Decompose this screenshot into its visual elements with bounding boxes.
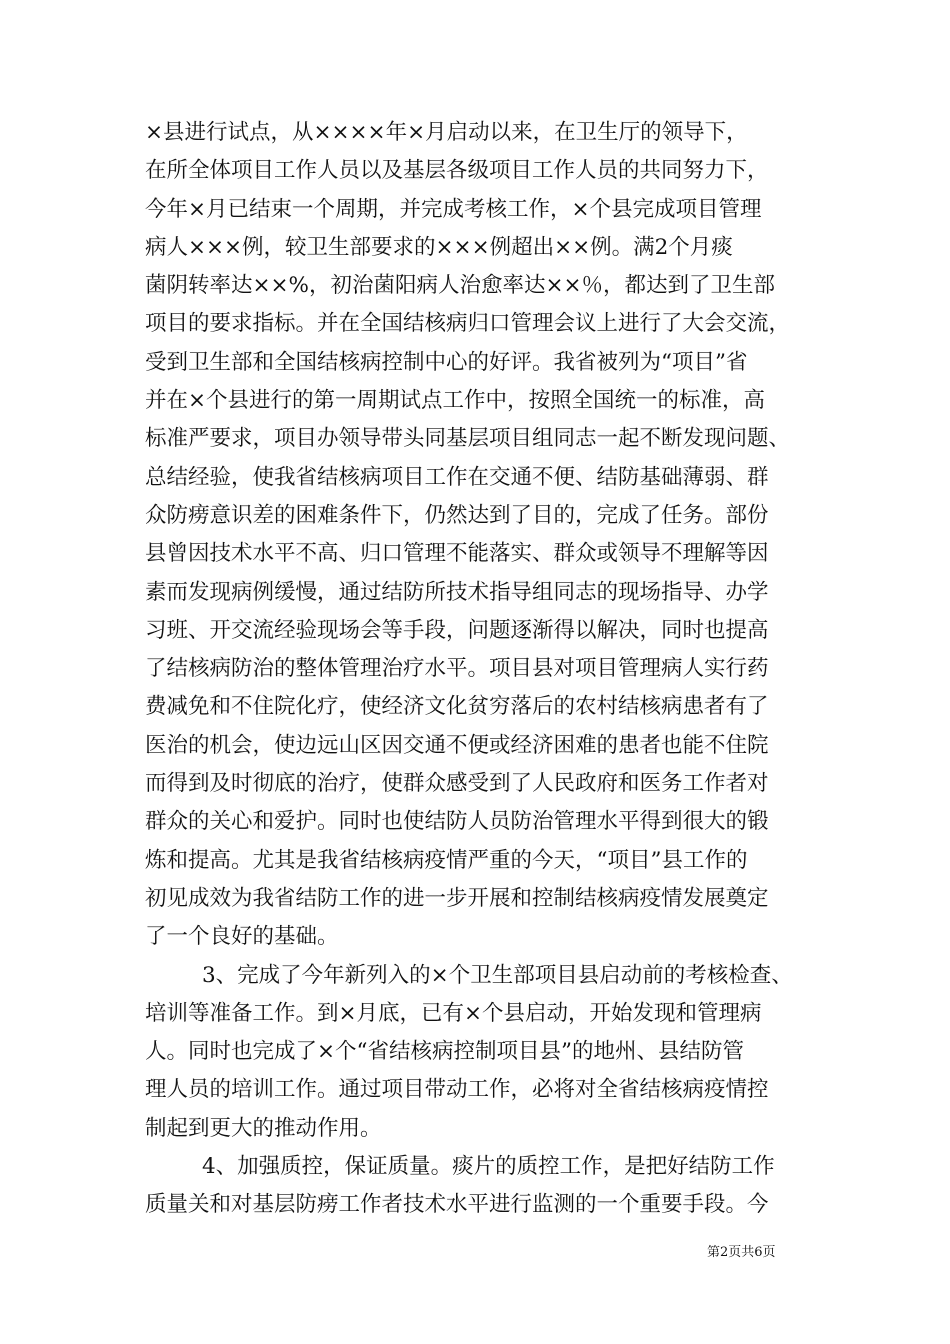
text-line: 群众的关心和爱护。同时也使结防人员防治管理水平得到很大的锻: [145, 809, 769, 835]
text-line: 在所全体项目工作人员以及基层各级项目工作人员的共同努力下，: [145, 158, 769, 184]
text-line: 炼和提高。尤其是我省结核病疫情严重的今天，“项目”县工作的: [145, 847, 748, 873]
text-line: 菌阴转率达××%，初治菌阳病人治愈率达××％，都达到了卫生部: [145, 273, 775, 299]
page-indicator: 第2页共6页: [707, 1245, 776, 1260]
text-line: 并在×个县进行的第一周期试点工作中，按照全国统一的标准，高: [145, 388, 766, 414]
text-line: 质量关和对基层防痨工作者技术水平进行监测的一个重要手段。今: [145, 1192, 769, 1218]
text-line: 初见成效为我省结防工作的进一步开展和控制结核病疫情发展奠定: [145, 885, 769, 911]
text-line: 病人×××例，较卫生部要求的×××例超出××例。满2个月痰: [145, 234, 733, 260]
body-text: [145, 114, 810, 1225]
text-line: 费减免和不住院化疗，使经济文化贫穷落后的农村结核病患者有了: [145, 694, 769, 720]
text-line: ×县进行试点，从××××年×月启动以来，在卫生厅的领导下，: [145, 120, 748, 145]
text-line: 标准严要求，项目办领导带头同基层项目组同志一起不断发现问题、: [145, 426, 791, 452]
text-line: 县曾因技术水平不高、归口管理不能落实、群众或领导不理解等因: [145, 541, 769, 567]
text-line: 素而发现病例缓慢，通过结防所技术指导组同志的现场指导、办学: [145, 579, 769, 605]
text-line: 医治的机会，使边远山区因交通不便或经济困难的患者也能不住院: [145, 732, 769, 758]
paragraph-start-line: 4、加强质控，保证质量。痰片的质控工作，是把好结防工作: [202, 1154, 775, 1180]
text-line: 理人员的培训工作。通过项目带动工作，必将对全省结核病疫情控: [145, 1077, 769, 1103]
text-line: 受到卫生部和全国结核病控制中心的好评。我省被列为“项目”省: [145, 349, 748, 375]
text-line: 了结核病防治的整体管理治疗水平。项目县对项目管理病人实行药: [145, 656, 769, 682]
text-line: 了一个良好的基础。: [145, 924, 339, 950]
text-line: 总结经验，使我省结核病项目工作在交通不便、结防基础薄弱、群: [145, 464, 769, 490]
text-line: 人。同时也完成了×个“省结核病控制项目县”的地州、县结防管: [145, 1039, 745, 1065]
text-line: 众防痨意识差的困难条件下，仍然达到了目的，完成了任务。部份: [145, 502, 769, 528]
text-line: 制起到更大的推动作用。: [145, 1115, 382, 1141]
text-line: 项目的要求指标。并在全国结核病归口管理会议上进行了大会交流，: [145, 311, 791, 337]
text-line: 今年×月已结束一个周期，并完成考核工作，×个县完成项目管理: [145, 196, 762, 222]
paragraph-start-line: 3、完成了今年新列入的×个卫生部项目县启动前的考核检查、: [202, 962, 793, 988]
text-line: 培训等准备工作。到×月底，已有×个县启动，开始发现和管理病: [145, 1000, 762, 1026]
text-line: 而得到及时彻底的治疗，使群众感受到了人民政府和医务工作者对: [145, 771, 769, 797]
text-line: 习班、开交流经验现场会等手段，问题逐渐得以解决，同时也提高: [145, 617, 769, 643]
